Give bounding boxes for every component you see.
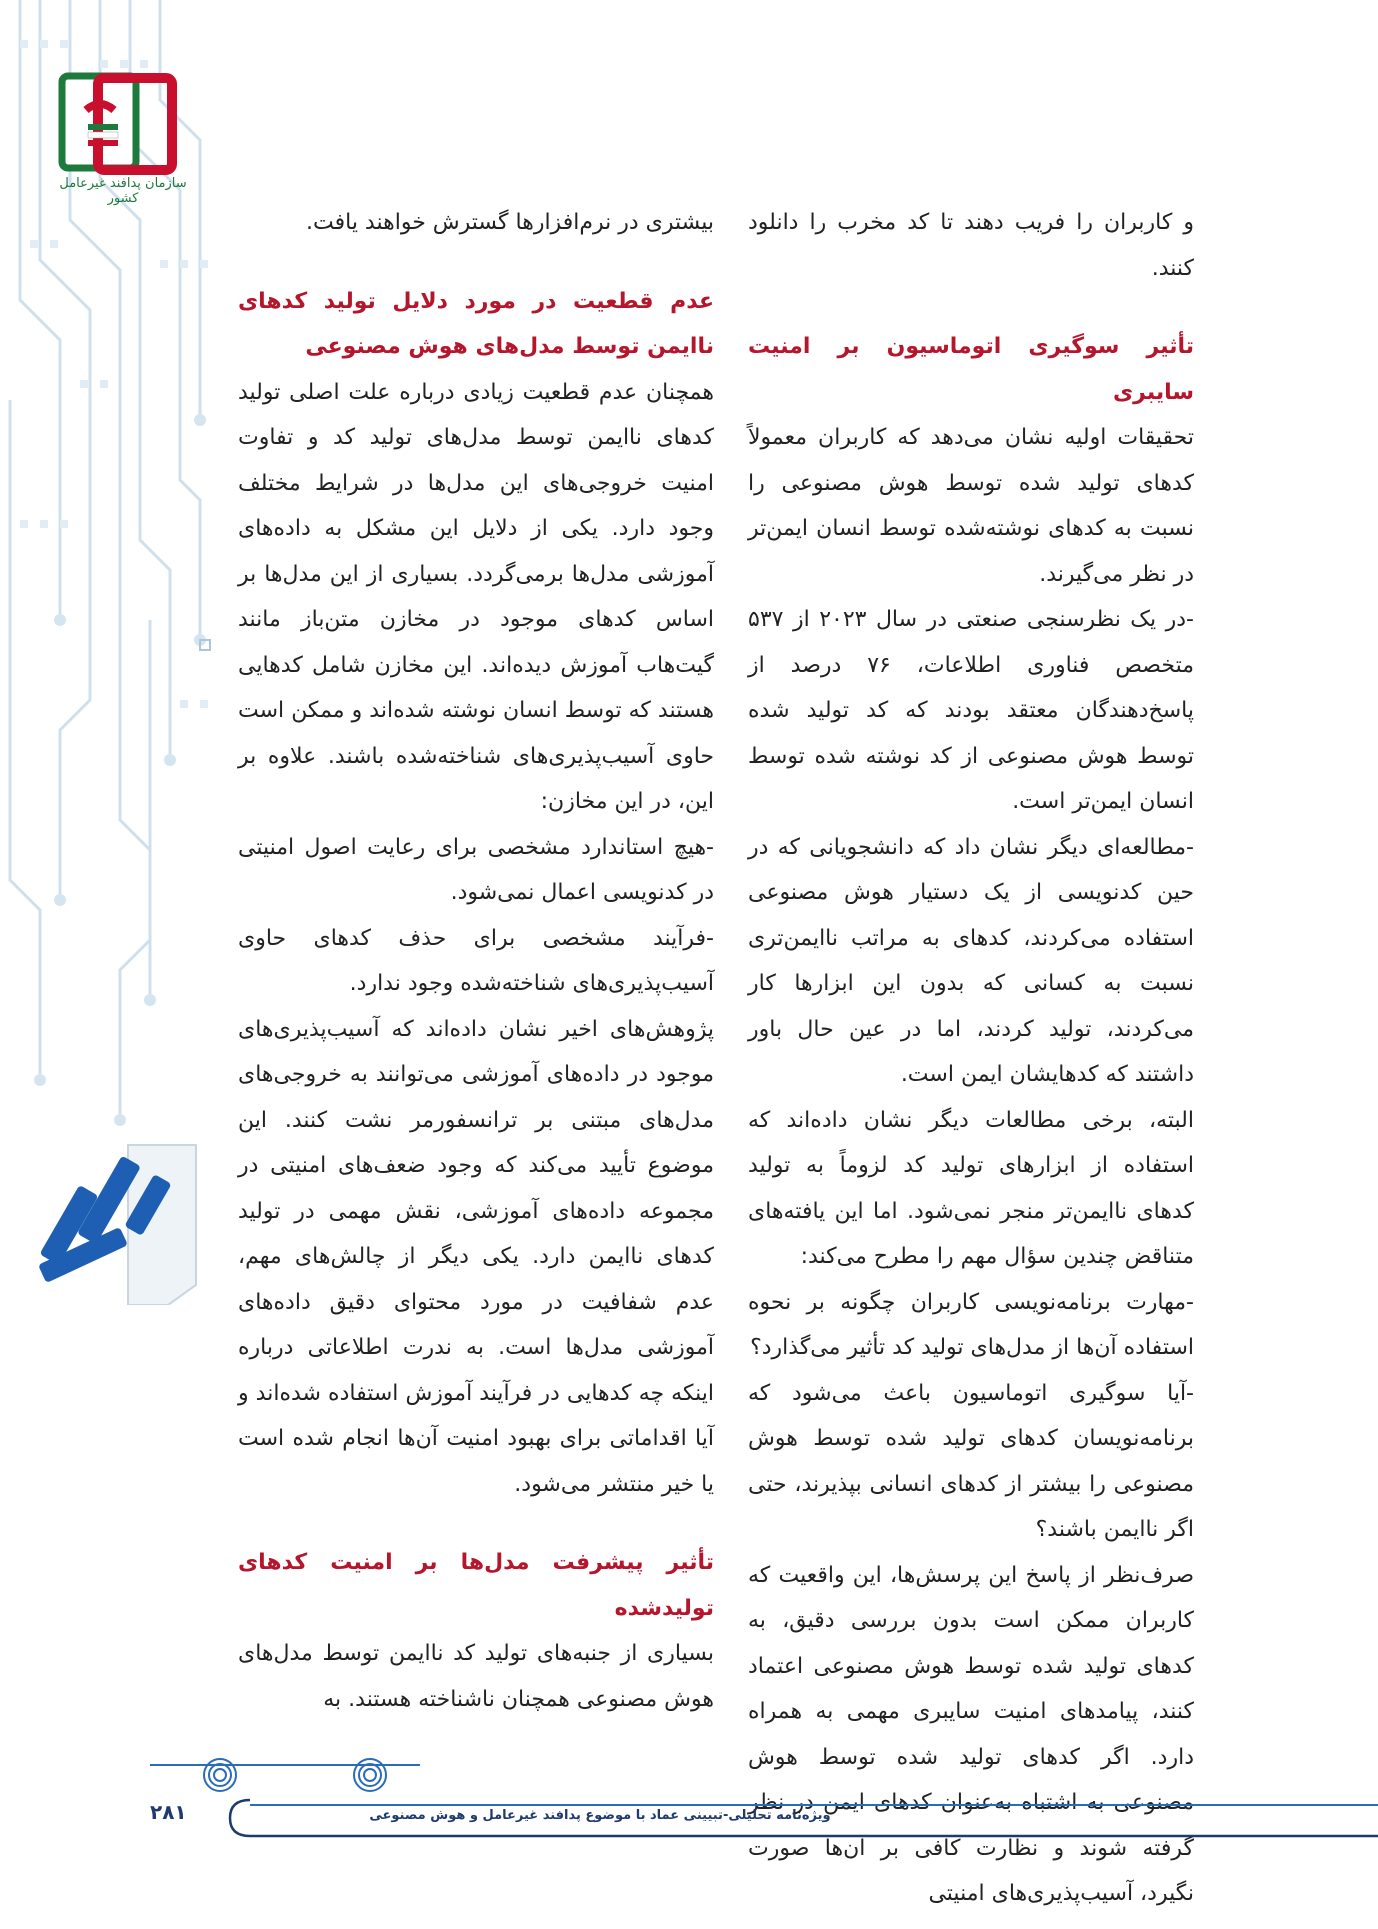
paragraph: تحقیقات اولیه نشان می‌دهد که کاربران معمولاً کدهای تولید شده توسط هوش مصنوعی را نسبت به کدهای نوشته‌شده توسط انسان ایمن‌تر در نظر می‌گیرند. <box>748 425 1194 587</box>
paragraph-gap <box>238 246 714 279</box>
paragraph: -آیا سوگیری اتوماسیون باعث می‌شود که برنامه‌نویسان کدهای تولید شده توسط هوش مصنوعی را بیشتر از کدهای انسانی بپذیرند، حتی اگر ناایمن باشند؟ <box>748 1380 1194 1542</box>
text-column-right <box>748 200 1194 1917</box>
paragraph: -فرآیند مشخصی برای حذف کدهای حاوی آسیب‌پذیری‌های شناخته‌شده وجود ندارد. <box>238 925 714 996</box>
paragraph-gap <box>748 291 1194 324</box>
logo-caption: سازمان پدافند غیرعامل کشور <box>59 176 187 206</box>
text-column-left <box>238 200 714 1722</box>
paragraph: صرف‌نظر از پاسخ این پرسش‌ها، این واقعیت که کاربران ممکن است بدون بررسی دقیق، به کدهای تولید شده توسط هوش مصنوعی اعتماد کنند، پیامدهای امنیت سایبری مهمی به همراه دارد. اگر کدهای تولید شده توسط هوش مصنوعی به اشتباه به‌عنوان کدهای ایمن در نظر گرفته شوند و نظارت کافی بر آن‌ها صورت نگیرد، آسیب‌پذیری‌های امنیتی <box>748 1562 1194 1906</box>
circuit-background-decoration <box>0 0 240 1929</box>
paragraph: -هیچ استاندارد مشخصی برای رعایت اصول امنیتی در کدنویسی اعمال نمی‌شود. <box>238 834 714 905</box>
paragraph-gap <box>238 1507 714 1540</box>
section-heading: عدم قطعیت در مورد دلایل تولید کدهای ناایمن توسط مدل‌های هوش مصنوعی <box>238 288 714 359</box>
paragraph: البته، برخی مطالعات دیگر نشان داده‌اند که استفاده از ابزارهای تولید کد لزوماً به تولید کدهای ناایمن‌تر منجر نمی‌شود. اما این یافته‌های متناقض چندین سؤال مهم را مطرح می‌کند: <box>748 1107 1194 1269</box>
paragraph: بیشتری در نرم‌افزارها گسترش خواهند یافت. <box>306 210 714 235</box>
organization-logo <box>58 70 178 190</box>
paragraph: -مطالعه‌ای دیگر نشان داد که دانشجویانی که در حین کدنویسی از یک دستیار هوش مصنوعی استفاده می‌کردند، کدهای به مراتب ناایمن‌تری نسبت به کسانی که بدون این ابزارها کار می‌کردند، تولید کردند، اما در عین حال باور داشتند که کدهایشان ایمن است. <box>748 834 1194 1087</box>
emad-logo <box>28 1135 198 1305</box>
paragraph: و کاربران را فریب دهند تا کد مخرب را دانلود کنند. <box>748 210 1194 281</box>
paragraph: پژوهش‌های اخیر نشان داده‌اند که آسیب‌پذیری‌های موجود در داده‌های آموزشی می‌توانند به خروجی‌های مدل‌های مبتنی بر ترانسفورمر نشت کنند. این موضوع تأیید می‌کند که وجود ضعف‌های امنیتی در مجموعه داده‌های آموزشی، نقش مهمی در تولید کدهای ناایمن دارد. یکی دیگر از چالش‌های مهم، عدم شفافیت در مورد محتوای دقیق داده‌های آموزشی مدل‌ها است. به ندرت اطلاعاتی درباره اینکه چه کدهایی در فرآیند آموزش استفاده شده‌اند و آیا اقداماتی برای بهبود امنیت آن‌ها انجام شده است یا خیر منتشر می‌شود. <box>238 1016 714 1497</box>
footer-title: ویژه‌نامه تحلیلی-تبیینی عماد با موضوع پدافند غیرعامل و هوش مصنوعی <box>369 1808 831 1823</box>
footer-decoration <box>0 1755 1378 1855</box>
paragraph: همچنان عدم قطعیت زیادی درباره علت اصلی تولید کدهای ناایمن توسط مدل‌های تولید کد و تفاوت امنیت خروجی‌های این مدل‌ها در شرایط مختلف وجود دارد. یکی از دلایل این مشکل به داده‌های آموزشی مدل‌ها برمی‌گردد. بسیاری از این مدل‌ها بر اساس کدهای موجود در مخازن متن‌باز مانند گیت‌هاب آموزش دیده‌اند. این مخازن شامل کدهایی هستند که توسط انسان نوشته شده‌اند و ممکن است حاوی آسیب‌پذیری‌های شناخته‌شده باشند. علاوه بر این، در این مخازن: <box>238 379 714 814</box>
page-number: ۲۸۱ <box>150 1800 187 1824</box>
section-heading: تأثیر پیشرفت مدل‌ها بر امنیت کدهای تولیدشده <box>238 1550 714 1621</box>
paragraph: -مهارت برنامه‌نویسی کاربران چگونه بر نحوه استفاده آن‌ها از مدل‌های تولید کد تأثیر می‌گذارد؟ <box>748 1289 1194 1360</box>
section-heading: تأثیر سوگیری اتوماسیون بر امنیت سایبری <box>748 334 1194 405</box>
paragraph: بسیاری از جنبه‌های تولید کد ناایمن توسط مدل‌های هوش مصنوعی همچنان ناشناخته هستند. به <box>238 1641 714 1712</box>
paragraph: -در یک نظرسنجی صنعتی در سال ۲۰۲۳ از ۵۳۷ متخصص فناوری اطلاعات، ۷۶ درصد از پاسخ‌دهندگان معتقد بودند که کد تولید شده توسط هوش مصنوعی از کد نوشته شده توسط انسان ایمن‌تر است. <box>748 607 1195 814</box>
